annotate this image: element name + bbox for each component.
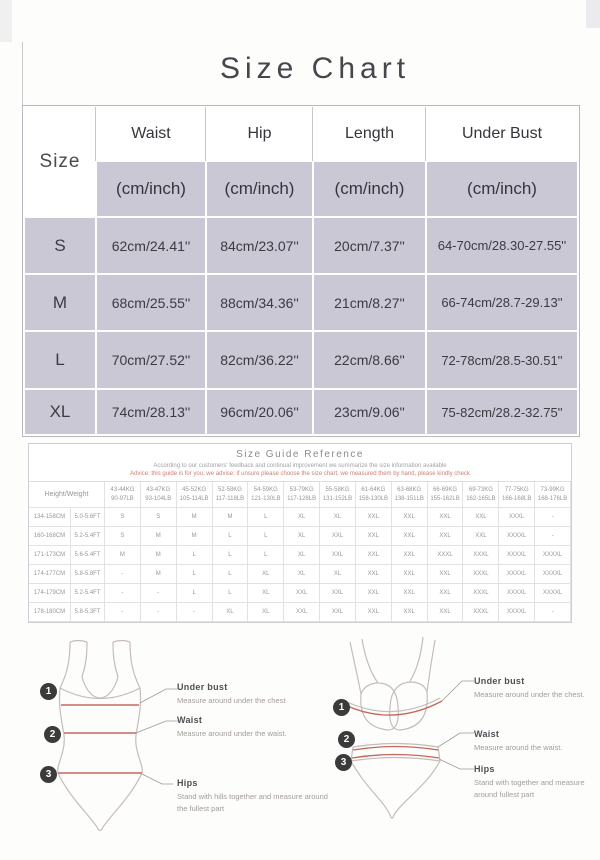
size-recommendation-cell: XL: [320, 565, 356, 584]
weight-column-header: [177, 482, 213, 508]
bra-right-strap-outer: [427, 640, 435, 692]
size-recommendation-cell: -: [141, 584, 177, 603]
size-recommendation-cell: XXL: [356, 546, 392, 565]
label-desc: Measure around under the chest: [177, 696, 286, 705]
column-header-underbust: Under Bust: [426, 107, 578, 161]
height-ft-cell: 5.8-5.3FT: [71, 603, 105, 622]
weight-kg-label: 63-68KG: [397, 486, 422, 493]
size-recommendation-cell: XXL: [356, 603, 392, 622]
size-recommendation-cell: M: [213, 508, 249, 527]
left-strap-outer: [60, 642, 70, 688]
label-desc: Measure around under the waist.: [177, 729, 287, 738]
hip-value-cell: 82cm/36.22'': [206, 331, 313, 389]
weight-lb-label: 168-176LB: [537, 495, 568, 502]
label-desc: Stand with hills together and measure around the fullest part: [177, 792, 328, 813]
size-recommendation-cell: XXL: [428, 603, 464, 622]
weight-kg-label: 61-64KG: [361, 486, 386, 493]
size-recommendation-cell: L: [177, 565, 213, 584]
weight-column-header: [356, 482, 392, 508]
hips-label-left: [177, 778, 329, 815]
size-recommendation-cell: L: [177, 546, 213, 565]
height-cm-cell: 160-168CM: [29, 527, 71, 546]
size-recommendation-cell: XXL: [356, 508, 392, 527]
bottom-band-bottom: [351, 758, 440, 762]
size-recommendation-cell: M: [141, 565, 177, 584]
size-recommendation-cell: XXL: [356, 584, 392, 603]
size-recommendation-cell: XL: [248, 603, 284, 622]
height-ft-cell: 5.0-5.6FT: [71, 508, 105, 527]
underbust-connector: [140, 689, 178, 703]
label-title: Under bust: [177, 682, 228, 692]
height-cm-cell: 134-158CM: [29, 508, 71, 527]
size-recommendation-cell: M: [177, 527, 213, 546]
size-guide-note-red: Advice: this guide is for you, we advise: if unsure please choose the size chart, we measured them by hand, please kindly check: [130, 471, 470, 478]
size-recommendation-cell: L: [213, 565, 249, 584]
size-guide-note-gray: According to our customers' feedback and continual improvement we summarize the size information available: [153, 463, 447, 469]
size-recommendation-cell: XXXXL: [535, 546, 571, 565]
measure-lines: [345, 701, 442, 758]
unit-cell: (cm/inch): [313, 161, 426, 217]
size-recommendation-cell: L: [213, 584, 249, 603]
size-recommendation-cell: XXL: [392, 603, 428, 622]
marker-2-badge: 2: [338, 731, 355, 748]
height-ft-cell: 5.8-5.8FT: [71, 565, 105, 584]
size-recommendation-cell: XXL: [392, 508, 428, 527]
unit-cell: (cm/inch): [206, 161, 313, 217]
right-strap-outer: [130, 642, 140, 688]
size-recommendation-cell: XXXL: [463, 603, 499, 622]
column-header-hip: Hip: [206, 107, 313, 161]
size-recommendation-cell: L: [213, 546, 249, 565]
weight-lb-label: 117-118LB: [215, 495, 245, 502]
weight-kg-label: 45-52KG: [182, 486, 207, 493]
size-recommendation-cell: XXL: [320, 527, 356, 546]
weight-lb-label: 105-114LB: [179, 495, 209, 502]
bra-left-strap-inner: [362, 639, 378, 683]
weight-kg-label: 52-58KG: [217, 486, 242, 493]
weight-kg-label: 73-99KG: [540, 486, 565, 493]
hips-label-right: [474, 764, 592, 801]
size-recommendation-cell: M: [105, 546, 141, 565]
size-recommendation-cell: XXXXL: [499, 546, 535, 565]
size-recommendation-cell: XXXL: [463, 584, 499, 603]
size-recommendation-cell: XXXXL: [535, 565, 571, 584]
top-right-shade: [586, 0, 600, 28]
length-value-cell: 23cm/9.06'': [313, 389, 426, 435]
height-ft-cell: 5.6-5.4FT: [71, 546, 105, 565]
waist-label-right: [474, 729, 592, 754]
size-recommendation-cell: -: [177, 603, 213, 622]
weight-kg-label: 77-75KG: [504, 486, 529, 493]
size-recommendation-cell: XXL: [356, 565, 392, 584]
size-recommendation-cell: XXL: [392, 584, 428, 603]
weight-kg-label: 43-44KG: [110, 486, 135, 493]
size-recommendation-cell: S: [105, 527, 141, 546]
marker-3-badge: 3: [40, 766, 57, 783]
underbust-value-cell: 72-78cm/28.5-30.51'': [426, 331, 578, 389]
size-recommendation-cell: XXXXL: [535, 584, 571, 603]
bra-right-strap-inner: [410, 637, 423, 681]
label-desc: Measure around under the chest.: [474, 690, 585, 699]
size-recommendation-cell: XXL: [356, 527, 392, 546]
size-recommendation-cell: XXXXL: [499, 527, 535, 546]
hips-connector: [142, 774, 173, 784]
hip-value-cell: 84cm/23.07'': [206, 217, 313, 274]
size-recommendation-cell: -: [105, 584, 141, 603]
hip-value-cell: 88cm/34.36'': [206, 274, 313, 331]
size-recommendation-cell: -: [105, 565, 141, 584]
height-ft-cell: 5.2-5.4FT: [71, 584, 105, 603]
waist-line: [353, 747, 438, 751]
underbust-label-right: [474, 676, 592, 701]
length-value-cell: 21cm/8.27'': [313, 274, 426, 331]
weight-column-header: [463, 482, 499, 508]
length-value-cell: 20cm/7.37'': [313, 217, 426, 274]
column-header-length: Length: [313, 107, 426, 161]
size-recommendation-cell: XXL: [428, 527, 464, 546]
size-recommendation-cell: S: [105, 508, 141, 527]
underbust-value-cell: 66-74cm/28.7-29.13'': [426, 274, 578, 331]
chest-seam: [60, 688, 140, 699]
height-cm-cell: 174-177CM: [29, 565, 71, 584]
page-title: Size Chart: [219, 52, 411, 85]
swimsuit-diagram-icon: [20, 637, 180, 842]
weight-lb-label: 121-130LB: [251, 495, 281, 502]
weight-lb-label: 117-128LB: [287, 495, 317, 502]
marker-1-badge: 1: [333, 699, 350, 716]
label-title: Waist: [177, 715, 203, 725]
size-recommendation-cell: XXL: [392, 565, 428, 584]
size-recommendation-cell: L: [248, 508, 284, 527]
weight-column-header: [213, 482, 249, 508]
right-strap-top: [113, 641, 130, 643]
size-recommendation-cell: XL: [284, 565, 320, 584]
hips-connector: [439, 759, 474, 769]
size-recommendation-cell: M: [141, 527, 177, 546]
label-title: Under bust: [474, 676, 525, 686]
size-guide-reference-panel: [28, 443, 572, 623]
weight-lb-label: 158-130LB: [358, 495, 389, 502]
swimsuit-outline: [58, 641, 143, 831]
waist-connector: [438, 733, 474, 747]
underbust-label-left: [177, 682, 329, 707]
size-recommendation-cell: XXXXL: [499, 603, 535, 622]
size-recommendation-cell: XL: [248, 565, 284, 584]
left-strap-inner: [82, 642, 87, 677]
size-recommendation-cell: -: [535, 508, 571, 527]
marker-1-badge: 1: [40, 683, 57, 700]
size-recommendation-cell: L: [248, 527, 284, 546]
weight-column-header: [284, 482, 320, 508]
weight-lb-label: 155-162LB: [430, 495, 460, 502]
size-recommendation-cell: XXL: [428, 508, 464, 527]
size-recommendation-cell: XXXL: [463, 546, 499, 565]
left-strap-top: [70, 641, 87, 643]
size-recommendation-cell: XL: [320, 508, 356, 527]
weight-lb-label: 90-97LB: [111, 495, 134, 502]
weight-kg-label: 43-47KG: [146, 486, 171, 493]
waist-value-cell: 70cm/27.52'': [96, 331, 206, 389]
height-ft-cell: 5.2-5.4FT: [71, 527, 105, 546]
waist-connector: [136, 721, 178, 733]
label-title: Waist: [474, 729, 500, 739]
height-cm-cell: 178-180CM: [29, 603, 71, 622]
size-recommendation-cell: XXXL: [499, 508, 535, 527]
size-recommendation-cell: XXL: [463, 508, 499, 527]
size-recommendation-cell: XXL: [320, 603, 356, 622]
label-desc: Measure around the waist.: [474, 743, 563, 752]
size-row-label: S: [24, 217, 96, 274]
thong-left: [351, 761, 390, 815]
size-recommendation-cell: XXL: [392, 527, 428, 546]
waist-value-cell: 62cm/24.41'': [96, 217, 206, 274]
size-recommendation-cell: XXL: [320, 584, 356, 603]
size-guide-grid: [29, 481, 571, 622]
right-strap-inner: [113, 642, 118, 677]
weight-column-header: [499, 482, 535, 508]
size-recommendation-cell: XL: [284, 546, 320, 565]
weight-column-header: [392, 482, 428, 508]
height-cm-cell: 174-179CM: [29, 584, 71, 603]
size-recommendation-cell: M: [177, 508, 213, 527]
size-column-header: Size: [24, 107, 96, 217]
bra-left-cup: [361, 683, 399, 730]
marker-3-badge: 3: [335, 754, 352, 771]
size-recommendation-cell: XL: [248, 584, 284, 603]
underbust-value-cell: 75-82cm/28.2-32.75'': [426, 389, 578, 435]
weight-lb-label: 162-165LB: [466, 495, 496, 502]
weight-kg-label: 55-58KG: [325, 486, 350, 493]
size-recommendation-cell: XXXL: [428, 546, 464, 565]
neckline: [82, 677, 118, 698]
crotch: [97, 827, 103, 831]
size-recommendation-cell: XXL: [284, 584, 320, 603]
top-left-shade: [0, 0, 12, 42]
weight-lb-label: 131-152LB: [322, 495, 353, 502]
right-leg: [103, 773, 142, 827]
size-recommendation-cell: -: [105, 603, 141, 622]
label-desc: Stand with together and measure around fullest part: [474, 778, 585, 799]
size-recommendation-cell: XXL: [428, 565, 464, 584]
weight-column-header: [320, 482, 356, 508]
size-recommendation-cell: XXL: [392, 546, 428, 565]
size-recommendation-cell: XL: [284, 508, 320, 527]
size-recommendation-cell: -: [535, 527, 571, 546]
weight-column-header: [248, 482, 284, 508]
marker-2-badge: 2: [44, 726, 61, 743]
weight-kg-label: 66-69KG: [433, 486, 458, 493]
weight-column-header: [141, 482, 177, 508]
size-recommendation-cell: -: [141, 603, 177, 622]
weight-column-header: [105, 482, 141, 508]
size-recommendation-cell: L: [213, 527, 249, 546]
waist-value-cell: 68cm/25.55'': [96, 274, 206, 331]
size-row-label: XL: [24, 389, 96, 435]
size-recommendation-cell: XXL: [284, 603, 320, 622]
size-row-label: L: [24, 331, 96, 389]
height-cm-cell: 171-173CM: [29, 546, 71, 565]
size-chart-table: [22, 105, 580, 437]
height-weight-corner-label: Height/Weight: [29, 482, 105, 508]
weight-column-header: [428, 482, 464, 508]
weight-lb-label: 166-168LB: [502, 495, 532, 502]
underbust-connector: [442, 681, 474, 701]
size-recommendation-cell: -: [535, 603, 571, 622]
label-title: Hips: [474, 764, 495, 774]
measure-lines: [58, 705, 142, 773]
unit-cell: (cm/inch): [426, 161, 578, 217]
waist-value-cell: 74cm/28.13'': [96, 389, 206, 435]
weight-kg-label: 54-59KG: [253, 486, 278, 493]
bra-left-strap-outer: [350, 642, 361, 694]
connector-lines: [438, 681, 474, 769]
weight-kg-label: 69-73KG: [468, 486, 493, 493]
column-header-waist: Waist: [96, 107, 206, 161]
weight-column-header: [535, 482, 571, 508]
thong-tip: [390, 815, 394, 818]
size-recommendation-cell: XXXXL: [499, 565, 535, 584]
size-row-label: M: [24, 274, 96, 331]
weight-lb-label: 138-151LB: [394, 495, 424, 502]
label-title: Hips: [177, 778, 198, 788]
hip-value-cell: 96cm/20.06'': [206, 389, 313, 435]
bikini-outline: [347, 637, 440, 818]
size-recommendation-cell: XL: [284, 527, 320, 546]
size-recommendation-cell: L: [177, 584, 213, 603]
size-recommendation-cell: XXL: [463, 527, 499, 546]
size-recommendation-cell: M: [141, 546, 177, 565]
size-recommendation-cell: XXXL: [463, 565, 499, 584]
size-recommendation-cell: XL: [213, 603, 249, 622]
left-leg: [58, 773, 97, 827]
size-recommendation-cell: S: [141, 508, 177, 527]
weight-lb-label: 93-104LB: [145, 495, 172, 502]
size-recommendation-cell: L: [248, 546, 284, 565]
size-recommendation-cell: XXL: [428, 584, 464, 603]
underbust-value-cell: 64-70cm/28.30-27.55'': [426, 217, 578, 274]
thong-right: [394, 761, 440, 815]
weight-kg-label: 53-79KG: [289, 486, 314, 493]
size-guide-title: Size Guide Reference: [236, 449, 364, 460]
size-recommendation-cell: XXL: [320, 546, 356, 565]
waist-label-left: [177, 715, 329, 740]
unit-cell: (cm/inch): [96, 161, 206, 217]
size-recommendation-cell: XXXXL: [499, 584, 535, 603]
length-value-cell: 22cm/8.66'': [313, 331, 426, 389]
